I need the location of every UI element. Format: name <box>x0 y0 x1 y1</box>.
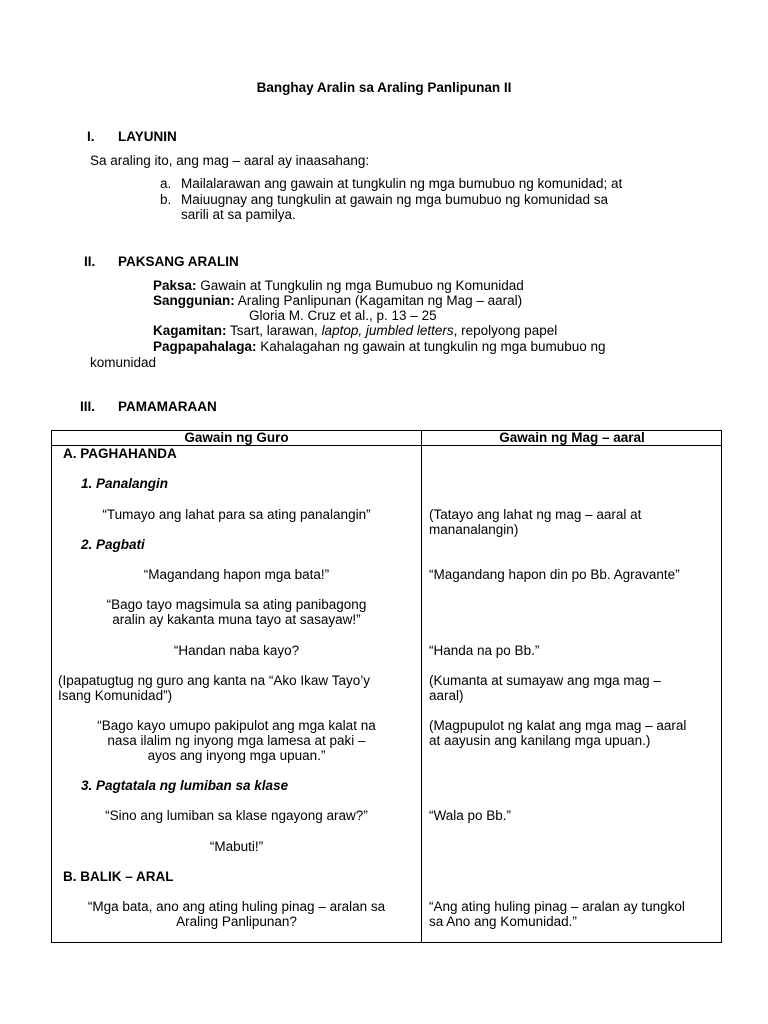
aaral-magpupulot-2: at aayusin ang kanilang mga upuan.) <box>429 733 651 748</box>
aaral-kumanta-2: aaral) <box>429 688 464 703</box>
section-title-layunin: LAYUNIN <box>118 129 177 144</box>
item-pagbati: 2. Pagbati <box>81 537 145 552</box>
objective-text-a: Mailalarawan ang gawain at tungkulin ng mga bumubuo ng komunidad; at <box>181 176 623 191</box>
guro-ipapatugtug-2: Isang Komunidad”) <box>58 688 173 703</box>
guro-handa-na: “Handan naba kayo? <box>173 643 300 658</box>
aaral-magpupulot-1: (Magpupulot ng kalat ang mga mag – aaral <box>429 718 687 733</box>
header-gawain-ng-guro: Gawain ng Guro <box>184 430 289 445</box>
aaral-panalangin-2: mananalangin) <box>429 522 519 537</box>
layunin-intro: Sa araling ito, ang mag – aaral ay inaasahang: <box>90 153 370 168</box>
guro-panalangin: “Tumayo ang lahat para sa ating panalangin” <box>102 507 371 522</box>
kagamitan-value-end: , repolyong papel <box>453 323 558 338</box>
kagamitan-label: Kagamitan: <box>153 323 227 338</box>
guro-lumiban: “Sino ang lumiban sa klase ngayong araw?” <box>105 808 368 823</box>
guro-ipapatugtug-1: (Ipapatugtug ng guro ang kanta na “Ako Ikaw Tayo’y <box>58 673 370 688</box>
guro-bago-umupo-3: ayos ang inyong mga upuan.” <box>147 748 326 763</box>
guro-bago-magsimula-2: aralin ay kakanta muna tayo at sasayaw!” <box>112 612 361 627</box>
guro-bago-umupo-1: “Bago kayo umupo pakipulot ang mga kalat na <box>97 718 376 733</box>
section-number-layunin: I. <box>87 129 95 144</box>
sanggunian-label: Sanggunian: <box>153 293 235 308</box>
sanggunian-author: Gloria M. Cruz et al., p. 13 – 25 <box>249 308 437 323</box>
aaral-pagbati: “Magandang hapon din po Bb. Agravante” <box>429 567 680 582</box>
section-number-pamamaraan: III. <box>80 399 96 414</box>
aaral-balik-aral-2: sa Ano ang Komunidad.” <box>429 914 577 929</box>
procedure-table <box>51 430 722 943</box>
guro-mabuti: “Mabuti!” <box>209 839 264 854</box>
paksa-value: Gawain at Tungkulin ng mga Bumubuo ng Komunidad <box>196 278 524 293</box>
objective-text-b-cont: sarili at sa pamilya. <box>181 207 296 222</box>
pagpapahalaga-label: Pagpapahalaga: <box>153 339 257 354</box>
aaral-kumanta-1: (Kumanta at sumayaw ang mga mag – <box>429 673 661 688</box>
header-gawain-ng-mag-aaral: Gawain ng Mag – aaral <box>499 430 645 445</box>
heading-balik-aral: B. BALIK – ARAL <box>63 869 174 884</box>
guro-balik-aral-1: “Mga bata, ano ang ating huling pinag – aralan sa <box>87 899 386 914</box>
sanggunian-value: Araling Panlipunan (Kagamitan ng Mag – aaral) <box>234 293 523 308</box>
item-panalangin: 1. Panalangin <box>81 476 169 491</box>
pagpapahalaga-line <box>153 339 606 355</box>
guro-pagbati: “Magandang hapon mga bata!” <box>143 567 330 582</box>
kagamitan-italic: laptop, jumbled letters <box>321 323 454 338</box>
item-pagtatala: 3. Pagtatala ng lumiban sa klase <box>81 778 289 793</box>
objective-letter-b: b. <box>160 192 172 207</box>
section-title-paksang-aralin: PAKSANG ARALIN <box>118 254 239 269</box>
aaral-lumiban: “Wala po Bb.” <box>429 808 512 823</box>
aaral-balik-aral-1: “Ang ating huling pinag – aralan ay tungkol <box>429 899 685 914</box>
sanggunian-line <box>153 293 522 309</box>
document-title: Banghay Aralin sa Araling Panlipunan II <box>256 80 512 95</box>
guro-balik-aral-2: Araling Panlipunan? <box>176 914 297 929</box>
section-title-pamamaraan: PAMAMARAAN <box>118 399 217 414</box>
pagpapahalaga-cont: komunidad <box>90 355 157 370</box>
objective-letter-a: a. <box>160 176 172 191</box>
pagpapahalaga-value: Kahalagahan ng gawain at tungkulin ng mga bumubuo ng <box>256 339 606 354</box>
kagamitan-value: Tsart, larawan, <box>226 323 322 338</box>
table-column-divider <box>421 431 422 942</box>
guro-bago-magsimula-1: “Bago tayo magsimula sa ating panibagong <box>106 597 367 612</box>
paksa-label: Paksa: <box>153 278 197 293</box>
heading-paghahanda: A. PAGHAHANDA <box>63 446 177 461</box>
aaral-handa-na: “Handa na po Bb.” <box>429 643 540 658</box>
aaral-panalangin-1: (Tatayo ang lahat ng mag – aaral at <box>429 507 642 522</box>
objective-text-b: Maiuugnay ang tungkulin at gawain ng mga bumubuo ng komunidad sa <box>181 192 609 207</box>
guro-bago-umupo-2: nasa ilalim ng inyong mga lamesa at paki – <box>107 733 366 748</box>
section-number-paksang-aralin: II. <box>84 254 96 269</box>
kagamitan-line <box>153 323 557 339</box>
paksa-line <box>153 278 524 294</box>
